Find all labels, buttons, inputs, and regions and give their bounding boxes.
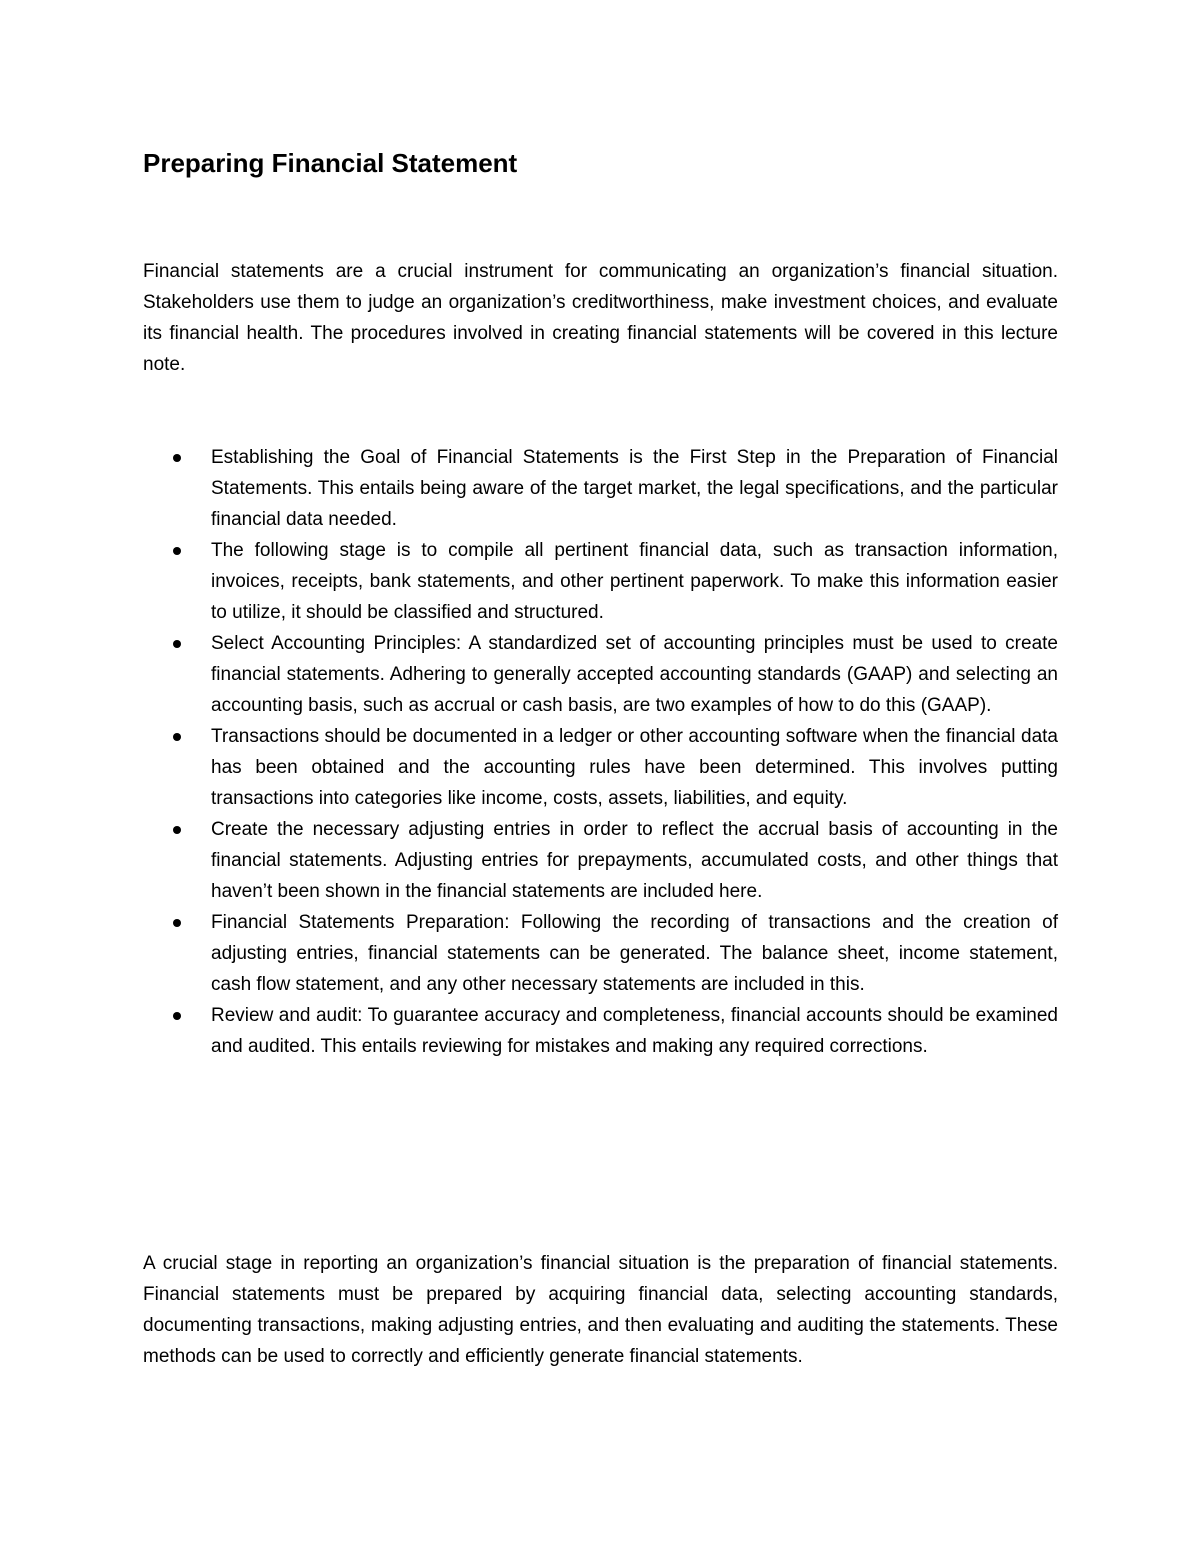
list-item-text: Review and audit: To guarantee accuracy and completeness, financial accounts should be examined and audited. This entails reviewing for mistakes and making any required corrections. — [211, 1005, 1058, 1057]
list-item-text: Financial Statements Preparation: Following the recording of transactions and the creation of adjusting entries, financial statements can be generated. The balance sheet, income statement, cash flow statement, and any other necessary statements are included in this. — [211, 912, 1058, 995]
list-item — [211, 721, 1058, 814]
bullet-icon — [173, 919, 181, 927]
list-item-text: Create the necessary adjusting entries in order to reflect the accrual basis of accounting in the financial statements. Adjusting entries for prepayments, accumulated costs, and other things that haven’t been shown in the financial statements are included here. — [211, 819, 1058, 902]
list-item — [211, 1000, 1058, 1062]
list-item — [211, 814, 1058, 907]
bullet-icon — [173, 1012, 181, 1020]
list-item-text: Establishing the Goal of Financial Statements is the First Step in the Preparation of Financial Statements. This entails being aware of the target market, the legal specifications, and the particular financial data needed. — [211, 447, 1058, 530]
bullet-icon — [173, 640, 181, 648]
bullet-icon — [173, 826, 181, 834]
intro-paragraph: Financial statements are a crucial instrument for communicating an organization’s financial situation. Stakeholders use them to judge an organization’s creditworthiness, make investment choices, and evaluate its financial health. The procedures involved in creating financial statements will be covered in this lecture note. — [143, 261, 1058, 375]
closing-paragraph: A crucial stage in reporting an organization’s financial situation is the preparation of financial statements. Financial statements must be prepared by acquiring financial data, selecting accounting standards, documenting transactions, making adjusting entries, and then evaluating and auditing the statements. These methods can be used to correctly and efficiently generate financial statements. — [143, 1253, 1058, 1367]
list-item — [211, 907, 1058, 1000]
list-item — [211, 628, 1058, 721]
list-item-text: The following stage is to compile all pertinent financial data, such as transaction information, invoices, receipts, bank statements, and other pertinent paperwork. To make this information easier to utilize, it should be classified and structured. — [211, 540, 1058, 623]
steps-list — [211, 442, 1058, 1062]
bullet-icon — [173, 547, 181, 555]
bullet-icon — [173, 454, 181, 462]
document-page — [143, 0, 1058, 1553]
bullet-icon — [173, 733, 181, 741]
list-item — [211, 442, 1058, 535]
list-item-text: Select Accounting Principles: A standardized set of accounting principles must be used to create financial statements. Adhering to generally accepted accounting standards (GAAP) and selecting an accounting basis, such as accrual or cash basis, are two examples of how to do this (GAAP). — [211, 633, 1058, 716]
document-title: Preparing Financial Statement — [143, 148, 518, 178]
list-item-text: Transactions should be documented in a ledger or other accounting software when the financial data has been obtained and the accounting rules have been determined. This involves putting transactions into categories like income, costs, assets, liabilities, and equity. — [211, 726, 1058, 809]
list-item — [211, 535, 1058, 628]
